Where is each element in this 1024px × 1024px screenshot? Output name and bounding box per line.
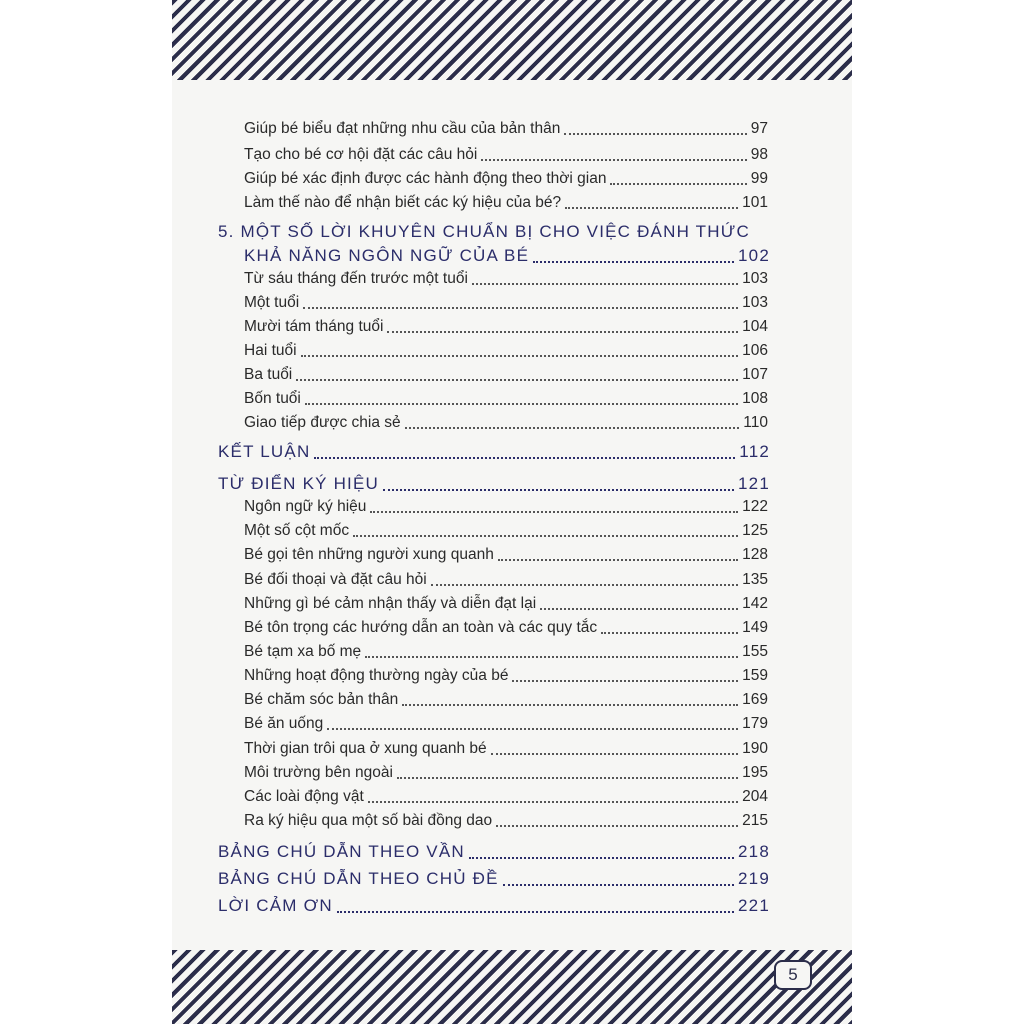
toc-entry-page: 155 — [742, 643, 768, 660]
toc-entry-label: Làm thế nào để nhận biết các ký hiệu của bé? — [244, 194, 562, 211]
toc-entry — [244, 366, 768, 384]
toc-entry — [244, 318, 768, 336]
toc-entry-label: Bốn tuổi — [244, 390, 301, 407]
toc-entry-label: Những gì bé cảm nhận thấy và diễn đạt lại — [244, 595, 537, 612]
toc-heading — [218, 442, 770, 462]
leader-dots — [503, 884, 734, 886]
toc-entry-label: Hai tuổi — [244, 342, 297, 359]
toc-entry — [244, 194, 768, 212]
toc-entry-label: Bé tạm xa bố mẹ — [244, 643, 362, 660]
table-of-contents — [172, 0, 852, 1024]
leader-dots — [397, 777, 738, 779]
toc-entry-label: Ba tuổi — [244, 366, 293, 383]
leader-dots — [383, 489, 734, 491]
toc-heading-label: LỜI CẢM ƠN — [218, 896, 333, 915]
toc-entry — [244, 414, 768, 432]
toc-entry-page: 98 — [750, 146, 768, 163]
toc-heading-label: BẢNG CHÚ DẪN THEO CHỦ ĐỀ — [218, 869, 499, 888]
leader-dots — [481, 159, 746, 161]
toc-entry-label: Mười tám tháng tuổi — [244, 318, 384, 335]
toc-entry-page: 204 — [742, 788, 768, 805]
toc-entry-page: 103 — [742, 270, 768, 287]
toc-heading-label: BẢNG CHÚ DẪN THEO VẦN — [218, 842, 465, 861]
leader-dots — [405, 427, 740, 429]
toc-entry-label: Một tuổi — [244, 294, 300, 311]
leader-dots — [601, 632, 738, 634]
leader-dots — [327, 728, 738, 730]
leader-dots — [498, 559, 738, 561]
toc-entry-page: 103 — [742, 294, 768, 311]
leader-dots — [303, 307, 738, 309]
toc-entry — [244, 522, 768, 540]
toc-entry-page: 110 — [743, 414, 768, 431]
toc-entry-label: Giao tiếp được chia sẻ — [244, 414, 401, 431]
toc-entry-label: Tạo cho bé cơ hội đặt các câu hỏi — [244, 146, 478, 163]
toc-entry — [244, 120, 768, 138]
toc-entry-label: Bé đối thoại và đặt câu hỏi — [244, 571, 427, 588]
toc-heading — [218, 896, 770, 916]
toc-entry-page: 142 — [742, 595, 768, 612]
toc-entry — [244, 342, 768, 360]
toc-entry-page: 104 — [742, 318, 768, 335]
toc-entry — [244, 691, 768, 709]
toc-entry-label: Bé ăn uống — [244, 715, 324, 732]
toc-entry-page: 135 — [742, 571, 768, 588]
toc-entry — [244, 619, 768, 637]
leader-dots — [512, 680, 738, 682]
toc-entry-label: Giúp bé xác định được các hành động theo thời gian — [244, 170, 607, 187]
leader-dots — [496, 825, 738, 827]
leader-dots — [365, 656, 738, 658]
toc-heading-label: TỪ ĐIỂN KÝ HIỆU — [218, 474, 379, 493]
toc-entry-label: Ra ký hiệu qua một số bài đồng dao — [244, 812, 493, 829]
toc-entry-label: Thời gian trôi qua ở xung quanh bé — [244, 740, 487, 757]
leader-dots — [387, 331, 738, 333]
toc-entry-label: Một số cột mốc — [244, 522, 350, 539]
toc-entry-label: Bé chăm sóc bản thân — [244, 691, 399, 708]
toc-entry-label: Những hoạt động thường ngày của bé — [244, 667, 509, 684]
toc-heading-page: 218 — [738, 842, 770, 861]
toc-entry-label: Môi trường bên ngoài — [244, 764, 393, 781]
toc-entry — [244, 788, 768, 806]
toc-entry-page: 97 — [750, 120, 768, 137]
book-page — [172, 0, 852, 1024]
leader-dots — [301, 355, 739, 357]
toc-entry-page: 149 — [742, 619, 768, 636]
toc-entry-page: 101 — [742, 194, 768, 211]
toc-heading-label: KHẢ NĂNG NGÔN NGỮ CỦA BÉ — [244, 246, 530, 265]
toc-entry — [244, 170, 768, 188]
leader-dots — [305, 403, 738, 405]
leader-dots — [337, 911, 734, 913]
toc-entry — [244, 146, 768, 164]
leader-dots — [370, 511, 738, 513]
toc-heading-page: 102 — [738, 246, 770, 265]
toc-entry — [244, 294, 768, 312]
toc-entry-page: 107 — [742, 366, 768, 383]
toc-entry-label: Giúp bé biểu đạt những nhu cầu của bản thân — [244, 120, 561, 137]
toc-heading-page: 112 — [739, 442, 770, 461]
toc-entry — [244, 764, 768, 782]
toc-entry-page: 169 — [742, 691, 768, 708]
leader-dots — [296, 379, 738, 381]
section-5-heading-line1: 5. MỘT SỐ LỜI KHUYÊN CHUẨN BỊ CHO VIỆC ĐÁNH THỨC — [218, 222, 750, 241]
leader-dots — [533, 261, 734, 263]
toc-heading-label: KẾT LUẬN — [218, 442, 311, 461]
toc-entry-page: 108 — [742, 390, 768, 407]
toc-entry-page: 195 — [742, 764, 768, 781]
toc-entry — [244, 740, 768, 758]
leader-dots — [564, 133, 746, 135]
toc-entry-page: 122 — [742, 498, 768, 515]
toc-entry-label: Bé tôn trọng các hướng dẫn an toàn và các quy tắc — [244, 619, 598, 636]
leader-dots — [610, 183, 746, 185]
leader-dots — [565, 207, 738, 209]
page-number: 5 — [774, 960, 812, 990]
leader-dots — [431, 584, 738, 586]
leader-dots — [402, 704, 738, 706]
leader-dots — [353, 535, 738, 537]
leader-dots — [368, 801, 738, 803]
toc-entry-page: 125 — [742, 522, 768, 539]
toc-entry-page: 128 — [742, 546, 768, 563]
toc-entry — [244, 270, 768, 288]
toc-entry-page: 190 — [742, 740, 768, 757]
toc-entry — [244, 571, 768, 589]
toc-entry-label: Ngôn ngữ ký hiệu — [244, 498, 367, 515]
toc-entry-page: 159 — [742, 667, 768, 684]
toc-entry — [244, 667, 768, 685]
toc-entry — [244, 643, 768, 661]
toc-heading — [218, 842, 770, 862]
leader-dots — [472, 283, 738, 285]
toc-entry-label: Bé gọi tên những người xung quanh — [244, 546, 494, 563]
toc-heading-page: 121 — [738, 474, 770, 493]
toc-entry-page: 99 — [750, 170, 768, 187]
toc-entry — [244, 546, 768, 564]
section-5-heading-line2 — [244, 246, 770, 266]
toc-entry — [244, 390, 768, 408]
toc-entry-label: Các loài động vật — [244, 788, 364, 805]
toc-heading — [218, 474, 770, 494]
toc-entry-page: 179 — [742, 715, 768, 732]
toc-heading-page: 219 — [738, 869, 770, 888]
leader-dots — [314, 457, 735, 459]
toc-entry — [244, 812, 768, 830]
toc-entry — [244, 498, 768, 516]
leader-dots — [491, 753, 738, 755]
toc-entry-label: Từ sáu tháng đến trước một tuổi — [244, 270, 468, 287]
toc-entry-page: 215 — [742, 812, 768, 829]
leader-dots — [540, 608, 738, 610]
leader-dots — [469, 857, 734, 859]
toc-heading-page: 221 — [738, 896, 770, 915]
toc-heading — [218, 869, 770, 889]
toc-entry — [244, 595, 768, 613]
toc-entry — [244, 715, 768, 733]
toc-entry-page: 106 — [742, 342, 768, 359]
